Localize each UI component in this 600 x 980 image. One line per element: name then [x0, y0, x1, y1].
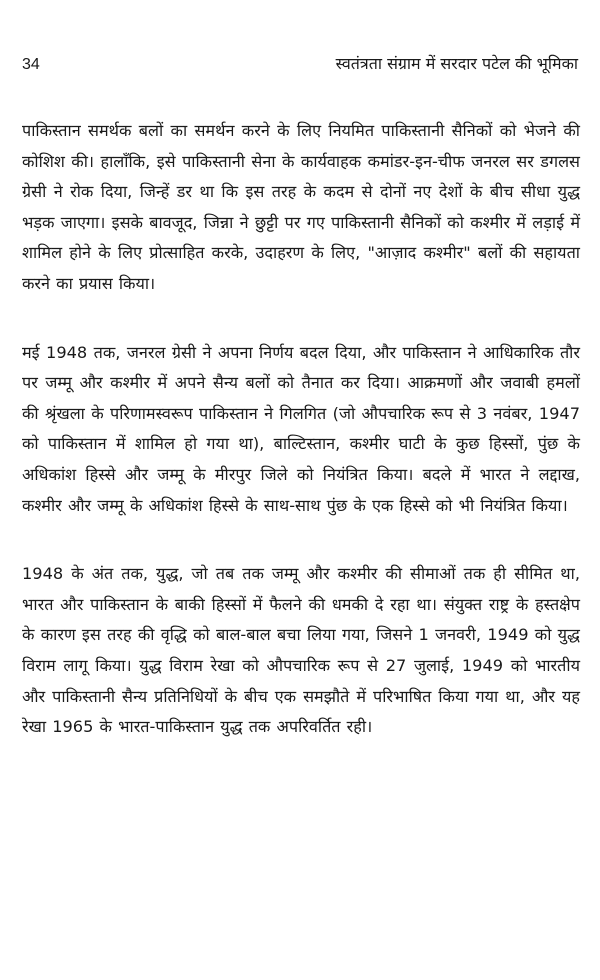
running-title: स्वतंत्रता संग्राम में सरदार पटेल की भूमिका	[335, 54, 578, 73]
body-text	[22, 116, 580, 743]
page-number: 34	[22, 56, 40, 73]
page-header	[22, 52, 578, 74]
paragraph-1: पाकिस्तान समर्थक बलों का समर्थन करने के लिए नियमित पाकिस्तानी सैनिकों को भेजने की कोशिश की। हालाँकि, इसे पाकिस्तानी सेना के कार्यवाहक कमांडर-इन-चीफ जनरल सर डगलस ग्रेसी ने रोक दिया, जिन्हें डर था कि इस तरह के कदम से दोनों नए देशों के बीच सीधा युद्ध भड़क जाएगा। इसके बावजूद, जिन्ना ने छुट्टी पर गए पाकिस्तानी सैनिकों को कश्मीर में लड़ाई में शामिल होने के लिए प्रोत्साहित करके, उदाहरण के लिए, "आज़ाद कश्मीर" बलों की सहायता करने का प्रयास किया।	[22, 121, 580, 293]
paragraph-2: मई 1948 तक, जनरल ग्रेसी ने अपना निर्णय बदल दिया, और पाकिस्तान ने आधिकारिक तौर पर जम्मू और कश्मीर में अपने सैन्य बलों को तैनात कर दिया। आक्रमणों और जवाबी हमलों की श्रृंखला के परिणामस्वरूप पाकिस्तान ने गिलगित (जो औपचारिक रूप से 3 नवंबर, 1947 को पाकिस्तान में शामिल हो गया था), बाल्टिस्तान, कश्मीर घाटी के कुछ हिस्सों, पुंछ के अधिकांश हिस्से और जम्मू के मीरपुर जिले को नियंत्रित किया। बदले में भारत ने लद्दाख, कश्मीर और जम्मू के अधिकांश हिस्से के साथ-साथ पुंछ के एक हिस्से को भी नियंत्रित किया।	[22, 342, 580, 515]
paragraph-3: 1948 के अंत तक, युद्ध, जो तब तक जम्मू और कश्मीर की सीमाओं तक ही सीमित था, भारत और पाकिस्तान के बाकी हिस्सों में फैलने की धमकी दे रहा था। संयुक्त राष्ट्र के हस्तक्षेप के कारण इस तरह की वृद्धि को बाल-बाल बचा लिया गया, जिसने 1 जनवरी, 1949 को युद्ध विराम लागू किया। युद्ध विराम रेखा को औपचारिक रूप से 27 जुलाई, 1949 को भारतीय और पाकिस्तानी सैन्य प्रतिनिधियों के बीच एक समझौते में परिभाषित किया गया था, और यह रेखा 1965 के भारत-पाकिस्तान युद्ध तक अपरिवर्तित रही।	[22, 564, 580, 737]
